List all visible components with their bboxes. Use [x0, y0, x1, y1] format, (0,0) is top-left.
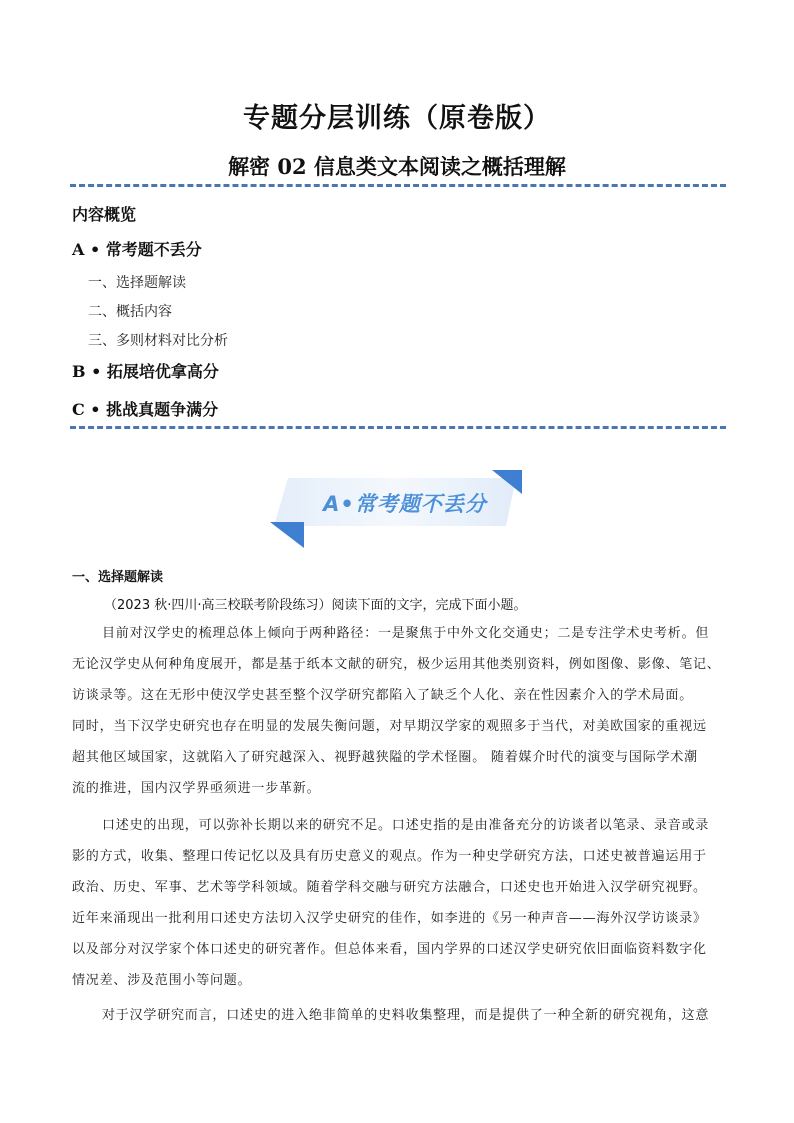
question-source: （2023 秋·四川·高三校联考阶段练习）阅读下面的文字，完成下面小题。	[104, 598, 527, 613]
paragraph-line: 访谈录等。这在无形中使汉学史甚至整个汉学研究都陷入了缺乏个人化、亲在性因素介入的学术局面。	[72, 688, 694, 703]
article-paragraph-3	[72, 1000, 726, 1031]
top-dashed-divider	[70, 184, 726, 187]
paragraph-line: 政治、历史、军事、艺术等学科领域。随着学科交融与研究方法融合，口述史也开始进入汉学研究视野。	[72, 880, 707, 895]
paragraph-line: 无论汉学史从何种角度展开，都是基于纸本文献的研究，极少运用其他类别资料，例如图像、影像、笔记、	[72, 657, 721, 672]
toc-subitem-3[interactable]: 三、多则材料对比分析	[88, 333, 228, 349]
paragraph-line: 同时，当下汉学史研究也存在明显的发展失衡问题，对早期汉学家的观照多于当代，对美欧国家的重视远	[72, 719, 707, 734]
paragraph-line: 情况差、涉及范围小等问题。	[72, 973, 252, 988]
question-section-heading: 一、选择题解读	[72, 570, 164, 585]
paragraph-line: 对于汉学研究而言，口述史的进入绝非简单的史料收集整理，而是提供了一种全新的研究视角，这意	[102, 1008, 710, 1023]
toc-section-a[interactable]: A • 常考题不丢分	[72, 240, 202, 259]
article-paragraph-2	[72, 810, 726, 996]
paragraph-line: 影的方式，收集、整理口传记忆以及具有历史意义的观点。作为一种史学研究方法，口述史被普遍运用于	[72, 849, 707, 864]
section-banner	[270, 470, 522, 548]
article-paragraph-1	[72, 618, 726, 804]
paragraph-line: 目前对汉学史的梳理总体上倾向于两种路径：一是聚焦于中外文化交通史；二是专注学术史考析。但	[102, 626, 710, 641]
paragraph-line: 近年来涌现出一批利用口述史方法切入汉学史研究的佳作，如李进的《另一种声音——海外汉学访谈录》	[72, 911, 707, 926]
paragraph-line: 流的推进，国内汉学界亟须进一步革新。	[72, 781, 321, 796]
toc-subitem-1[interactable]: 一、选择题解读	[88, 275, 186, 291]
page-title: 专题分层训练（原卷版）	[243, 103, 551, 134]
bottom-dashed-divider	[70, 426, 726, 429]
page-subtitle: 解密 02 信息类文本阅读之概括理解	[228, 154, 566, 179]
toc-section-b[interactable]: B • 拓展培优拿高分	[72, 362, 219, 381]
toc-section-c[interactable]: C • 挑战真题争满分	[72, 400, 219, 419]
toc-heading: 内容概览	[72, 205, 137, 224]
toc-subitem-2[interactable]: 二、概括内容	[88, 304, 172, 320]
paragraph-line: 以及部分对汉学家个体口述史的研究著作。但总体来看，国内学界的口述汉学史研究依旧面临资料数字化	[72, 942, 707, 957]
paragraph-line: 口述史的出现，可以弥补长期以来的研究不足。口述史指的是由准备充分的访谈者以笔录、录音或录	[102, 818, 710, 833]
paragraph-line: 超其他区域国家，这就陷入了研究越深入、视野越狭隘的学术怪圈。 随着媒介时代的演变与国际学术潮	[72, 750, 698, 765]
banner-label: A•常考题不丢分	[323, 492, 487, 516]
